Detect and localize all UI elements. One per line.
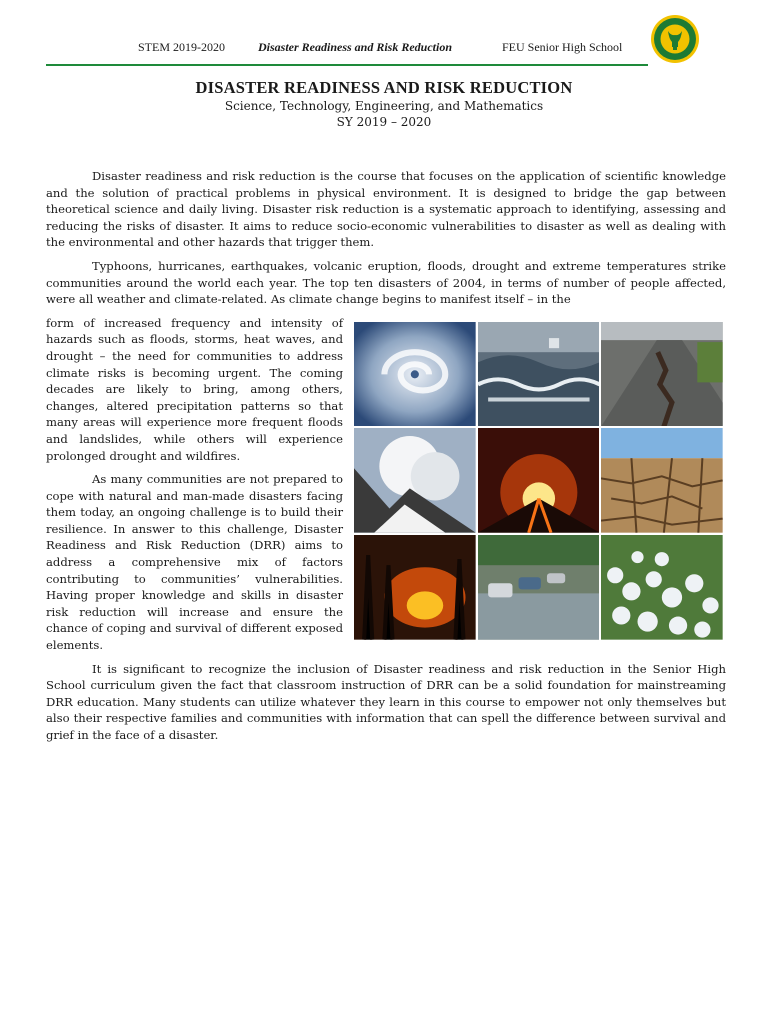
- title-block: [0, 78, 768, 130]
- header-course-title: Disaster Readiness and Risk Reduction: [258, 40, 453, 54]
- wildfire-photo: [354, 535, 476, 640]
- page-title: DISASTER READINESS AND RISK REDUCTION: [195, 78, 573, 97]
- drought-photo: [601, 428, 723, 533]
- tsunami-photo: [478, 322, 600, 427]
- header-rule: [46, 64, 648, 66]
- header-school: FEU Senior High School: [502, 40, 623, 54]
- disaster-photo-collage: [354, 322, 723, 640]
- feu-seal-icon: [650, 14, 700, 64]
- earthquake-photo: [601, 322, 723, 427]
- page-subtitle: Science, Technology, Engineering, and Mathematics: [224, 99, 544, 113]
- flood-photo: [478, 535, 600, 640]
- document-body: [46, 168, 726, 751]
- page-header: [46, 12, 706, 68]
- paragraph-disasters: Typhoons, hurricanes, earthquakes, volcanic eruption, floods, drought and extreme temperatures strike communities around the world each year. The top ten disasters of 2004, in terms of number of people affected, were all weather and climate-related. As climate change begins to manifest itself – in the: [46, 258, 726, 307]
- header-course-code: STEM 2019-2020: [138, 40, 225, 54]
- typhoon-photo: [354, 322, 476, 427]
- paragraph-intro: Disaster readiness and risk reduction is the course that focuses on the application of scientific knowledge and the solution of practical problems in physical environment. It is designed to bridge the gap between theoretical science and daily living. Disaster risk reduction is a systematic approach to identifying, assessing and reducing the risks of disaster. It aims to reduce socio-economic vulnerabilities to disaster as well as dealing with the environmental and other hazards that trigger them.: [46, 169, 726, 250]
- paragraph-significance: It is significant to recognize the inclusion of Disaster readiness and risk reduction in the Senior High School curriculum given the fact that classroom instruction of DRR can be a solid foundation for mainstreaming DRR education. Many students can utilize whatever they learn in this course to empower not only themselves but also their respective families and communities with information that can spell the difference between survival and grief in the face of a disaster.: [46, 661, 726, 742]
- volcanic-eruption-photo: [478, 428, 600, 533]
- paragraph-climate: form of increased frequency and intensity of hazards such as floods, storms, heat waves, and drought – the need for communities to address climate risks is becoming urgent. The coming decades are likely to bring, among others, changes, altered precipitation patterns so that many areas will experience more frequent floods and landslides, while others will experience prolonged drought and wildfires.: [46, 315, 343, 463]
- school-year: SY 2019 – 2020: [336, 115, 432, 129]
- paragraph-resilience: As many communities are not prepared to cope with natural and man-made disasters facing them today, an ongoing challenge is to build their resilience. In answer to this challenge, Disaster Readiness and Risk Reduction (DRR) aims to address a comprehensive mix of factors contributing to communities’ vulnerabilities. Having proper knowledge and skills in disaster risk reduction will increase and ensure the chance of coping and survival of different exposed elements.: [46, 472, 343, 653]
- avalanche-photo: [354, 428, 476, 533]
- hailstorm-photo: [601, 535, 723, 640]
